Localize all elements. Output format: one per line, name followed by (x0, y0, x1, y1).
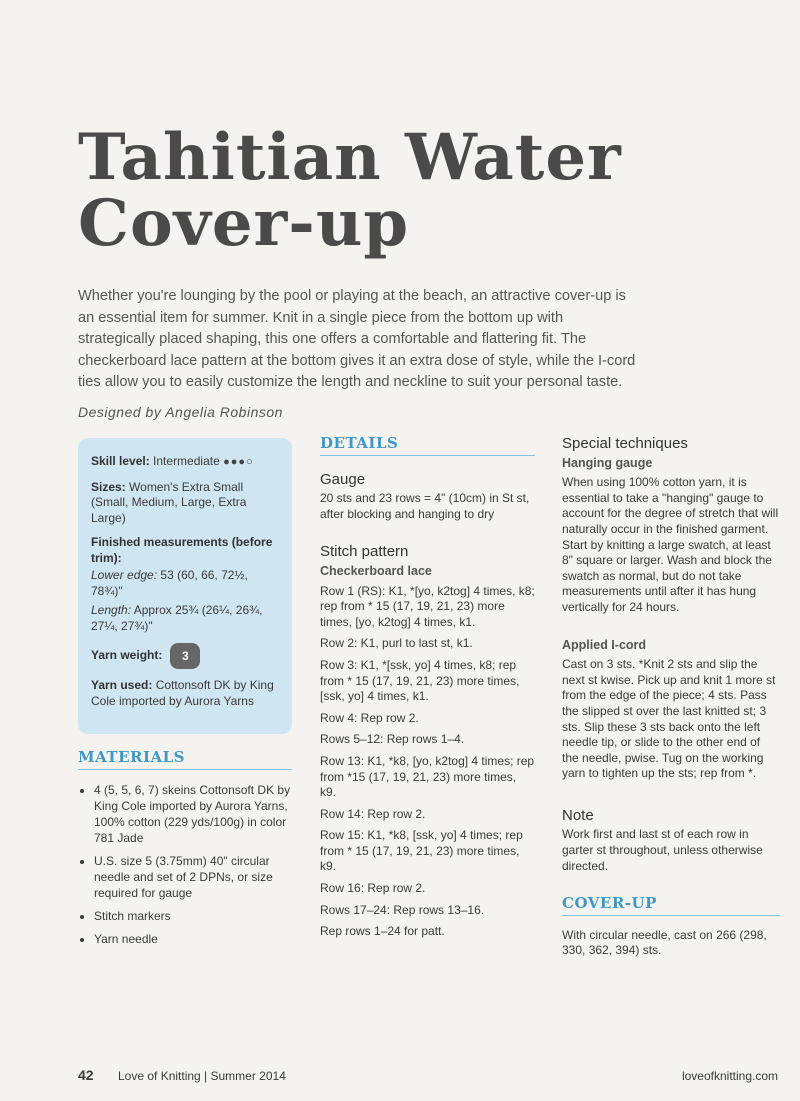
pattern-row: Row 13: K1, *k8, [yo, k2tog] 4 times; rep from *15 (17, 19, 21, 23) more times, k9. (320, 753, 535, 800)
icord-heading: Applied I-cord (562, 637, 647, 652)
material-item: • U.S. size 5 (3.75mm) 40" circular needle and set of 2 DPNs, or size required for gauge (94, 853, 292, 901)
length-label: Length: (91, 603, 132, 617)
material-item: • Yarn needle (94, 931, 292, 947)
pattern-row: Row 4: Rep row 2. (320, 710, 419, 725)
coverup-heading: COVER-UP (562, 896, 780, 916)
skill-level-value: Intermediate (153, 454, 220, 468)
yarn-used-label: Yarn used: (91, 678, 153, 692)
designer-byline: Designed by Angelia Robinson (78, 404, 283, 420)
gauge-text: 20 sts and 23 rows = 4" (10cm) in St st, after blocking and hanging to dry (320, 491, 530, 521)
material-item: • Stitch markers (94, 908, 292, 924)
pattern-row: Row 2: K1, purl to last st, k1. (320, 636, 473, 651)
page-title: Tahitian Water Cover-up (78, 120, 622, 261)
pattern-row: Rows 17–24: Rep rows 13–16. (320, 902, 485, 917)
page-number: 42 (78, 1067, 94, 1083)
sizes-value: Women's Extra Small (Small, Medium, Large, Extra Large) (91, 479, 247, 525)
gauge-heading: Gauge (320, 470, 366, 488)
measurements-label: Finished measurements (before trim): (91, 535, 273, 565)
material-item: • 4 (5, 5, 6, 7) skeins Cottonsoft DK by King Cole imported by Aurora Yarns, 100% cotton (229 yds/100g) in color 781 Jade (94, 782, 292, 846)
yarn-weight-icon: 3 (170, 643, 200, 669)
coverup-text: With circular needle, cast on 266 (298, 330, 362, 394) sts. (562, 927, 767, 958)
stitch-pattern-heading: Stitch pattern (320, 543, 409, 561)
pattern-row: Row 16: Rep row 2. (320, 881, 426, 896)
yarn-weight-label: Yarn weight: (91, 648, 163, 663)
materials-list (78, 782, 292, 947)
details-column (320, 436, 535, 946)
stitch-pattern-subheading: Checkerboard lace (320, 563, 432, 578)
pattern-row: Row 3: K1, *[ssk, yo] 4 times, k8; rep from * 15 (17, 19, 21, 23) more times, [ssk, yo] 4 times, k1. (320, 657, 520, 704)
note-text: Work first and last st of each row in garter st throughout, unless otherwise directed. (562, 827, 763, 873)
yarn-used-value: Cottonsoft DK by King Cole imported by Aurora Yarns (91, 678, 274, 708)
skill-level-label: Skill level: (91, 454, 150, 468)
lower-edge-value: 53 (60, 66, 72½, 78¾)" (91, 568, 248, 598)
hanging-gauge-text: When using 100% cotton yarn, it is essential to take a "hanging" gauge to account for the degree of stretch that will naturally occur in the finished garment. Start by knitting a large swatch, at least 8" square or larger. Wash and block the swatch as normal, but do not take measurements until after it has hung vertically for 24 hours. (562, 475, 779, 614)
special-techniques-column (562, 436, 780, 965)
magazine-issue: Love of Knitting | Summer 2014 (118, 1069, 286, 1083)
pattern-row: Row 14: Rep row 2. (320, 806, 426, 821)
special-techniques-heading: Special techniques (562, 435, 688, 452)
sizes-label: Sizes: (91, 479, 126, 494)
pattern-info-box (78, 438, 292, 734)
materials-heading: MATERIALS (78, 748, 292, 770)
note-heading: Note (562, 806, 594, 824)
pattern-row: Row 1 (RS): K1, *[yo, k2tog] 4 times, k8; rep from * 15 (17, 19, 21, 23) more times, [yo, k2tog] 4 times, k1. (320, 583, 535, 629)
hanging-gauge-heading: Hanging gauge (562, 455, 653, 470)
pattern-row: Row 15: K1, *k8, [ssk, yo] 4 times; rep from * 15 (17, 19, 21, 23) more times, k9. (320, 828, 523, 874)
intro-paragraph: Whether you're lounging by the pool or playing at the beach, an attractive cover-up is an essential item for summer. Knit in a single piece from the bottom up with strategically placed shaping, this one offers a comfortable and flattering fit. The checkerboard lace pattern at the bottom gives it an extra dose of style, while the I-cord ties allow you to easily customize the length and neckline to suit your personal taste. (78, 288, 636, 390)
website-url: loveofknitting.com (681, 1069, 778, 1083)
details-heading: DETAILS (320, 436, 535, 456)
skill-level-dots: ●●●○ (223, 456, 254, 468)
pattern-row: Rep rows 1–24 for patt. (320, 924, 445, 939)
materials-section (78, 748, 292, 954)
length-value: Approx 25¾ (26¼, 26¾, 27¼, 27¾)" (91, 603, 263, 633)
lower-edge-label: Lower edge: (91, 568, 158, 582)
icord-text: Cast on 3 sts. *Knit 2 sts and slip the next st kwise. Pick up and knit 1 more st from the edge of the piece; 4 sts. Pass the slipped st over the last knitted st; 3 sts. Slip these 3 sts back onto the left needle tip, or slide to the other end of the needle, pwise. Tug on the working yarn to tighten up the sts; rep from *. (562, 657, 776, 781)
pattern-row: Rows 5–12: Rep rows 1–4. (320, 732, 465, 747)
